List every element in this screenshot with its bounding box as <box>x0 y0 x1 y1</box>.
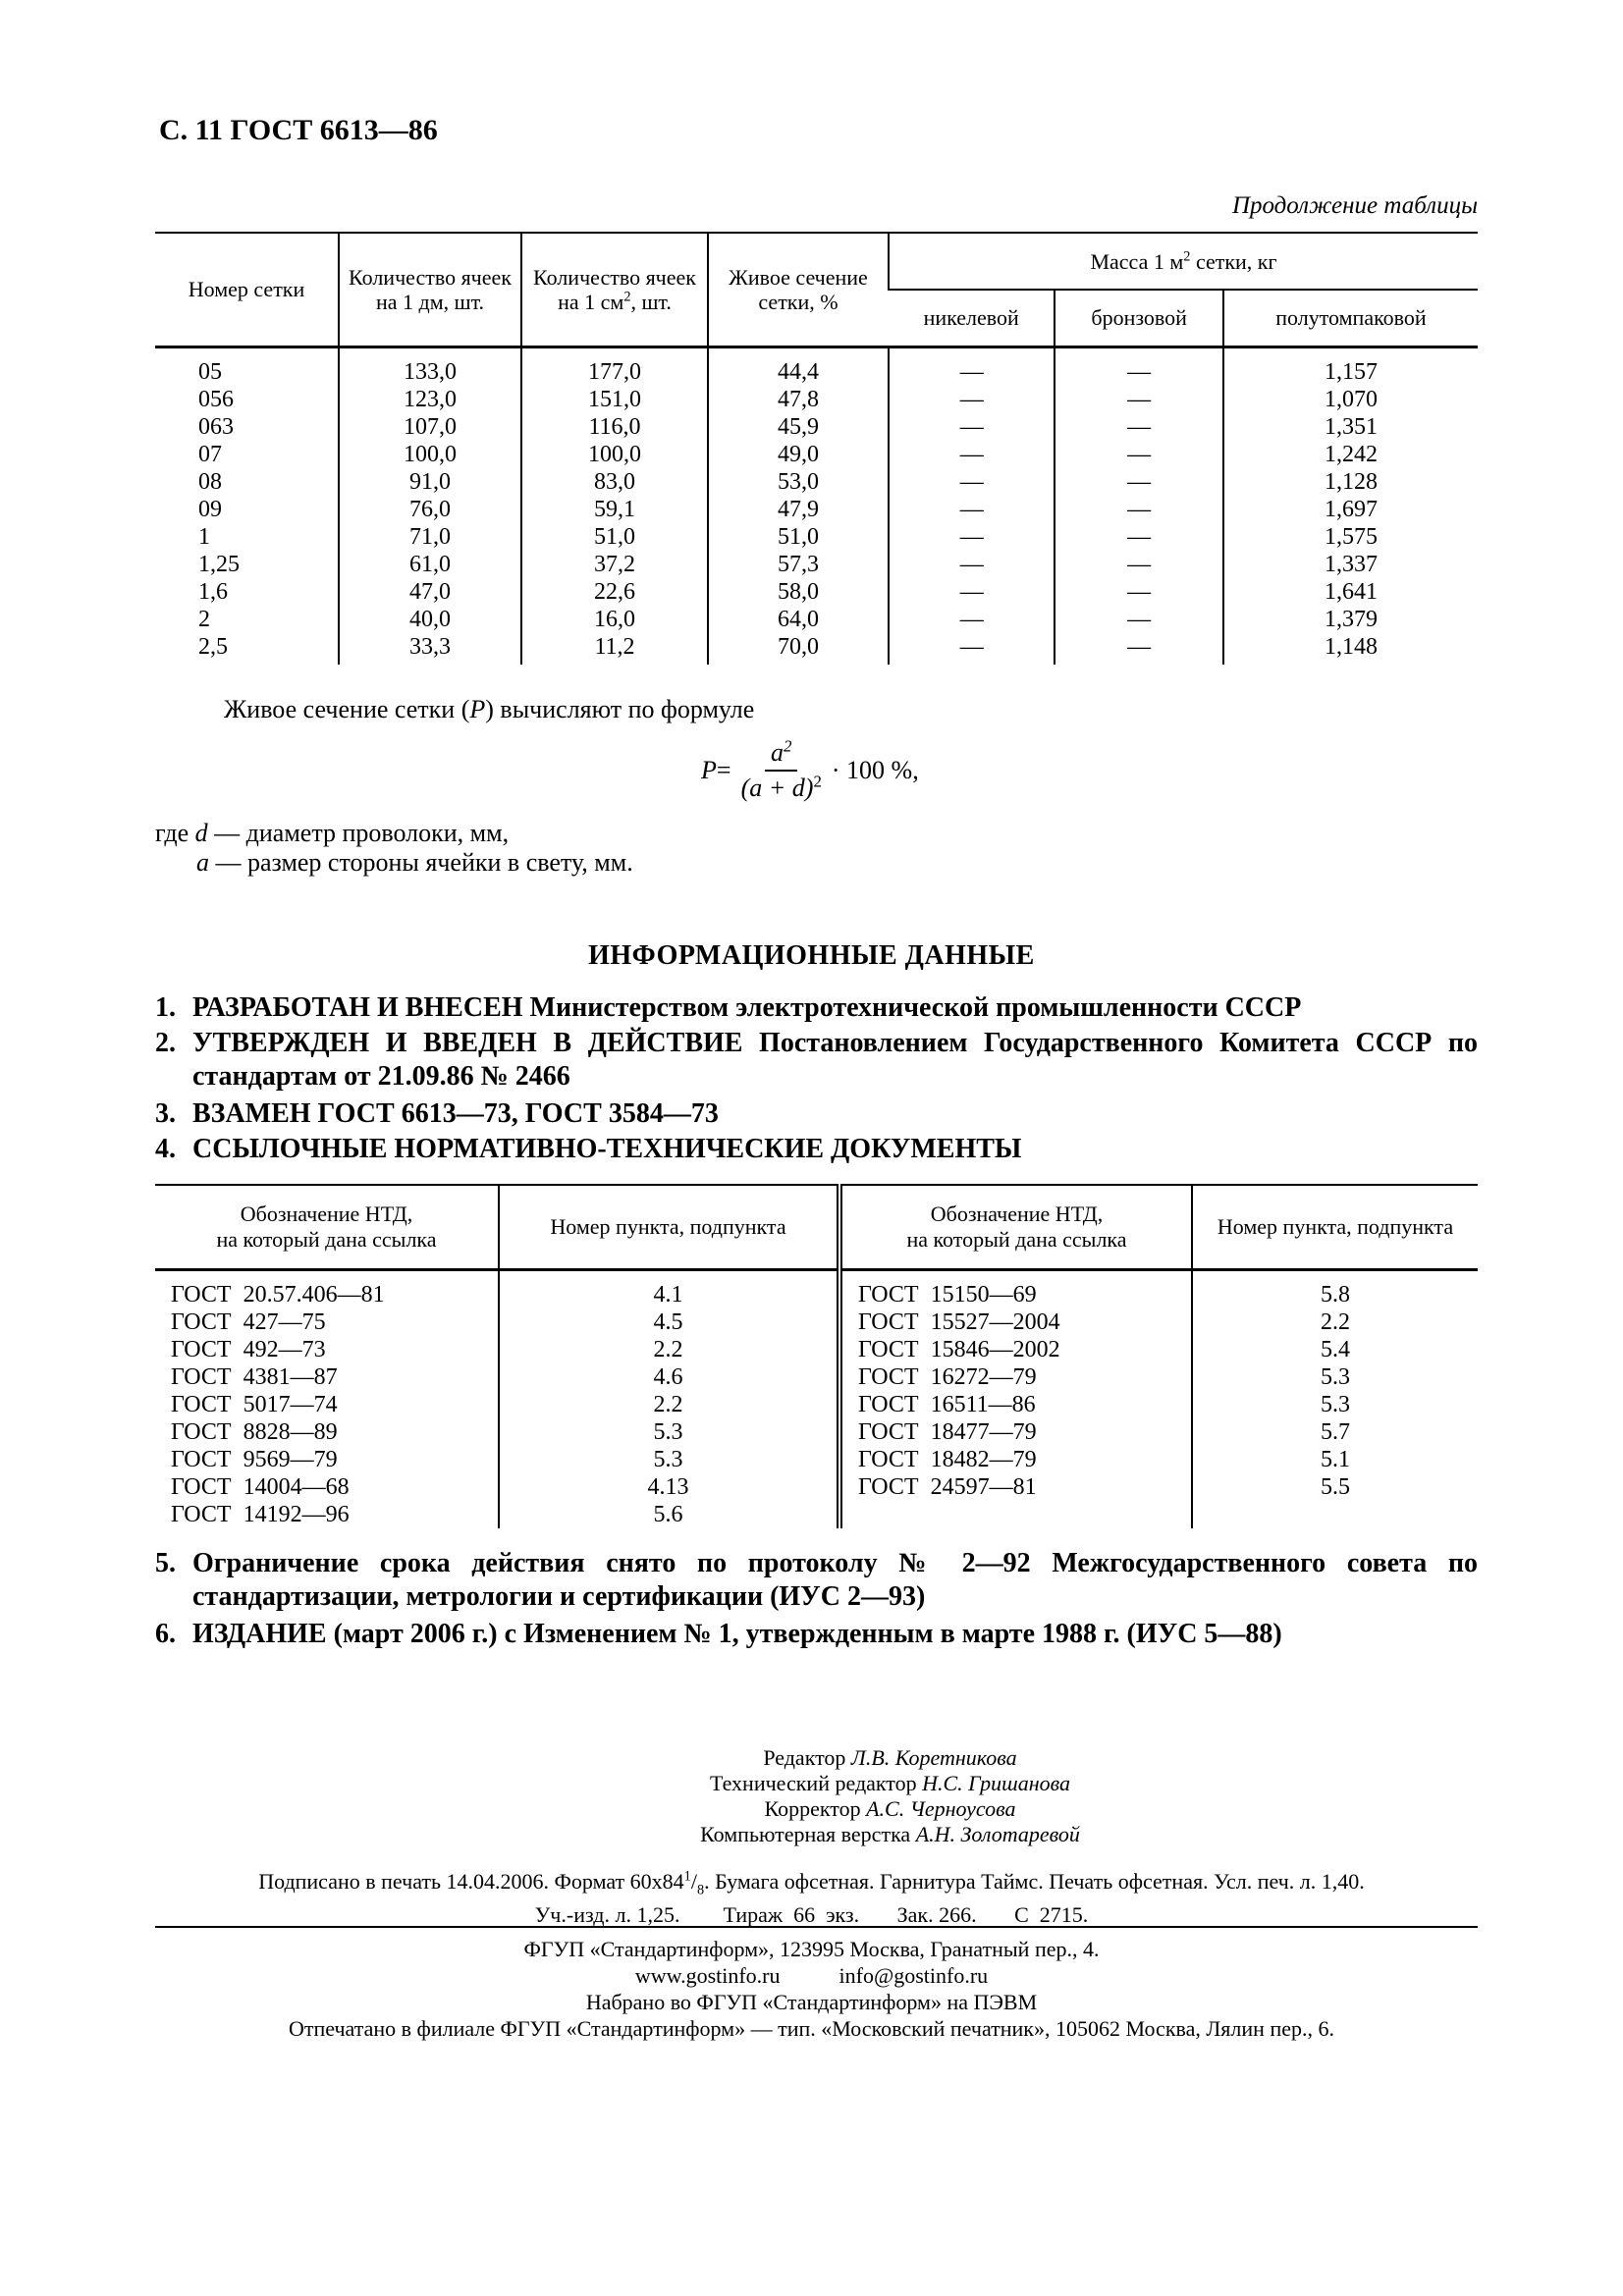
table-cell: 1,25 <box>198 551 240 577</box>
table-cell: — <box>1055 413 1223 441</box>
table-cell: 61,0 <box>339 551 521 578</box>
table-cell: 49,0 <box>708 441 889 468</box>
table-cell: — <box>1055 468 1223 496</box>
table-cell: 71,0 <box>339 523 521 551</box>
table-cell: — <box>889 386 1055 413</box>
table-cell: 47,9 <box>708 496 889 523</box>
credit-editor: Редактор Л.В. Коретникова <box>763 1745 1017 1770</box>
table-cell: 4.13 <box>499 1473 839 1501</box>
table-row <box>155 578 1478 606</box>
publisher-printed: Отпечатано в филиале ФГУП «Стандартинформ» — тип. «Московский печатник», 105062 Москва, Лялин пер., 6. <box>289 2016 1334 2041</box>
table-cell: — <box>1055 551 1223 578</box>
mesh-table <box>155 232 1478 665</box>
table-cell: ГОСТ 4381—87 <box>171 1364 338 1390</box>
table-cell: — <box>889 606 1055 633</box>
ref-col-designation-left: Обозначение НТД, на который дана ссылка <box>155 1185 499 1270</box>
table-cell: 123,0 <box>339 386 521 413</box>
table-cell: 51,0 <box>708 523 889 551</box>
info-item-1: 1. РАЗРАБОТАН И ВНЕСЕН Министерством электротехнической промышленности СССР <box>155 992 1302 1023</box>
publisher-address: ФГУП «Стандартинформ», 123995 Москва, Гранатный пер., 4. <box>523 1937 1100 1961</box>
table-cell: — <box>1055 496 1223 523</box>
col-semitombac: полутомпаковой <box>1223 290 1478 347</box>
publisher-info <box>0 1936 1623 2042</box>
table-row <box>155 633 1478 665</box>
table-cell: — <box>1055 606 1223 633</box>
table-cell: 133,0 <box>339 347 521 386</box>
table-cell: 64,0 <box>708 606 889 633</box>
page-header: С. 11 ГОСТ 6613—86 <box>159 114 438 146</box>
table-cell: — <box>889 468 1055 496</box>
table-row <box>155 1418 1478 1446</box>
formula-rhs: · 100 %, <box>831 756 919 784</box>
table-cell: ГОСТ 8828—89 <box>171 1419 338 1445</box>
table-cell: 22,6 <box>521 578 708 606</box>
table-cell: ГОСТ 16511—86 <box>839 1391 1192 1418</box>
table-cell: 1 <box>198 523 210 550</box>
table-cell: ГОСТ 18482—79 <box>839 1446 1192 1473</box>
col-open-area: Живое сечение сетки, % <box>708 233 889 347</box>
ref-col-designation-right: Обозначение НТД, на который дана ссылка <box>839 1185 1192 1270</box>
ref-col-clause-right: Номер пункта, подпункта <box>1192 1185 1478 1270</box>
info-item-3: 3. ВЗАМЕН ГОСТ 6613—73, ГОСТ 3584—73 <box>155 1098 719 1129</box>
table-cell: 5.3 <box>1192 1391 1478 1418</box>
table-cell: 063 <box>198 413 234 440</box>
col-mass-group: Масса 1 $м^2$ сетки, кг <box>889 233 1478 290</box>
table-cell: 5.3 <box>499 1446 839 1473</box>
publisher-contacts <box>0 1962 1623 1989</box>
table-cell: ГОСТ 16272—79 <box>839 1363 1192 1391</box>
col-cells-per-dm: Количество ячеек на 1 дм, шт. <box>339 233 521 347</box>
table-cell: 1,6 <box>198 578 228 605</box>
info-item-2: 2. УТВЕРЖДЕН И ВВЕДЕН В ДЕЙСТВИЕ Постановлением Государственного Комитета СССР по стандартам от 21.09.86 № 2466 <box>155 1028 1478 1092</box>
table-cell: 16,0 <box>521 606 708 633</box>
credits <box>0 1745 1623 1847</box>
table-cell: — <box>889 578 1055 606</box>
formula: P = $\frac{a^2}{(a + d)^2}$ · 100 %, <box>701 736 919 802</box>
table-cell: ГОСТ 492—73 <box>171 1337 326 1362</box>
table-cell: — <box>889 496 1055 523</box>
info-title: ИНФОРМАЦИОННЫЕ ДАННЫЕ <box>588 940 1035 971</box>
table-row <box>155 1270 1478 1309</box>
print-line-2: Уч.-изд. л. 1,25. Тираж 66 экз. Зак. 266. С 2715. <box>534 1902 1089 1928</box>
ref-col-clause-left: Номер пункта, подпункта <box>499 1185 839 1270</box>
formula-where-d: где d — диаметр проволоки, мм, <box>155 819 510 847</box>
col-cells-per-cm2: Количество ячеек на 1 $см^2$, шт. <box>521 233 708 347</box>
table-cell: 2.2 <box>1192 1308 1478 1336</box>
table-row <box>155 523 1478 551</box>
table-cell: ГОСТ 15846—2002 <box>839 1336 1192 1363</box>
table-cell: 100,0 <box>339 441 521 468</box>
table-cell: 1,128 <box>1223 468 1478 496</box>
table-cell: — <box>1055 386 1223 413</box>
table-cell: — <box>889 413 1055 441</box>
table-cell: 11,2 <box>521 633 708 665</box>
table-cell: 4.1 <box>499 1270 839 1309</box>
publisher-typeset: Набрано во ФГУП «Стандартинформ» на ПЭВМ <box>585 1990 1038 2014</box>
print-info <box>0 1869 1623 1928</box>
table-cell: — <box>889 347 1055 386</box>
table-cell: 5.4 <box>1192 1336 1478 1363</box>
table-cell: 2,5 <box>198 633 228 660</box>
table-row <box>155 1391 1478 1418</box>
table-cell: 70,0 <box>708 633 889 665</box>
table-cell: ГОСТ 20.57.406—81 <box>171 1282 385 1308</box>
table-cell: 5.8 <box>1192 1270 1478 1309</box>
table-row <box>155 1501 1478 1528</box>
table-cell <box>1192 1501 1478 1528</box>
table-cell: 1,351 <box>1223 413 1478 441</box>
continuation-caption: Продолжение таблицы <box>1231 192 1478 219</box>
table-cell <box>839 1501 1192 1528</box>
table-cell: — <box>1055 633 1223 665</box>
table-cell: 08 <box>198 468 222 495</box>
formula-where-a: a — размер стороны ячейки в свету, мм. <box>196 848 633 877</box>
table-row <box>155 1336 1478 1363</box>
table-cell: 45,9 <box>708 413 889 441</box>
table-cell: 100,0 <box>521 441 708 468</box>
table-cell: ГОСТ 18477—79 <box>839 1418 1192 1446</box>
table-cell: 44,4 <box>708 347 889 386</box>
credit-tech-editor: Технический редактор Н.С. Гришанова <box>709 1771 1071 1795</box>
credit-corrector: Корректор А.С. Черноусова <box>764 1796 1016 1821</box>
table-cell: 57,3 <box>708 551 889 578</box>
publisher-web[interactable]: www.gostinfo.ru <box>634 1963 781 1988</box>
table-cell: 09 <box>198 496 222 522</box>
table-cell: 151,0 <box>521 386 708 413</box>
table-row <box>155 606 1478 633</box>
table-cell: — <box>889 633 1055 665</box>
col-nickel: никелевой <box>889 290 1055 347</box>
col-mesh-number: Номер сетки <box>155 233 339 347</box>
table-cell: 1,379 <box>1223 606 1478 633</box>
info-item-4: 4. ССЫЛОЧНЫЕ НОРМАТИВНО-ТЕХНИЧЕСКИЕ ДОКУМЕНТЫ <box>155 1134 1022 1164</box>
table-row <box>155 1308 1478 1336</box>
table-cell: ГОСТ 14004—68 <box>171 1474 350 1500</box>
table-cell: 1,337 <box>1223 551 1478 578</box>
reference-table-body <box>155 1270 1478 1529</box>
table-cell: 58,0 <box>708 578 889 606</box>
table-cell: 107,0 <box>339 413 521 441</box>
formula-lhs: P <box>701 756 717 784</box>
table-cell: 5.6 <box>499 1501 839 1528</box>
table-cell: 5.3 <box>499 1418 839 1446</box>
table-cell: 1,697 <box>1223 496 1478 523</box>
table-row <box>155 413 1478 441</box>
table-cell: 47,0 <box>339 578 521 606</box>
table-cell: — <box>1055 441 1223 468</box>
table-cell: 177,0 <box>521 347 708 386</box>
table-cell: 40,0 <box>339 606 521 633</box>
table-cell: 4.6 <box>499 1363 839 1391</box>
table-cell: ГОСТ 427—75 <box>171 1309 326 1335</box>
table-cell: 53,0 <box>708 468 889 496</box>
table-cell: ГОСТ 15150—69 <box>839 1270 1192 1309</box>
table-cell: 83,0 <box>521 468 708 496</box>
table-cell: 1,575 <box>1223 523 1478 551</box>
table-cell: 51,0 <box>521 523 708 551</box>
table-cell: 05 <box>198 358 222 385</box>
table-row <box>155 468 1478 496</box>
print-line-1: Подписано в печать 14.04.2006. Формат $60x84^1/_8$. Бумага офсетная. Гарнитура Таймс. Печать офсетная. Усл. печ. л. 1,40. <box>258 1868 1365 1898</box>
table-cell: — <box>1055 578 1223 606</box>
table-row <box>155 496 1478 523</box>
table-cell: 47,8 <box>708 386 889 413</box>
table-cell: 5.7 <box>1192 1418 1478 1446</box>
table-cell: ГОСТ 9569—79 <box>171 1447 338 1472</box>
table-cell: ГОСТ 15527—2004 <box>839 1308 1192 1336</box>
table-cell: 76,0 <box>339 496 521 523</box>
reference-table <box>155 1184 1478 1528</box>
table-cell: 91,0 <box>339 468 521 496</box>
publisher-email[interactable]: info@gostinfo.ru <box>839 1963 989 1988</box>
table-cell: 1,070 <box>1223 386 1478 413</box>
table-cell: 37,2 <box>521 551 708 578</box>
col-bronze: бронзовой <box>1055 290 1223 347</box>
info-item-6: 6. ИЗДАНИЕ (март 2006 г.) с Изменением № 1, утвержденным в марте 1988 г. (ИУС 5—88) <box>155 1619 1282 1649</box>
formula-fraction: $\frac{a^2}{(a + d)^2}$ <box>740 736 822 802</box>
table-cell: 5.1 <box>1192 1446 1478 1473</box>
table-cell: 2.2 <box>499 1391 839 1418</box>
info-item-5: 5. Ограничение срока действия снято по протоколу № 2—92 Межгосударственного совета по стандартизации, метрологии и сертификации (ИУС 2—93) <box>155 1548 1478 1612</box>
table-row <box>155 386 1478 413</box>
table-cell: — <box>1055 523 1223 551</box>
table-row <box>155 1446 1478 1473</box>
table-cell: — <box>889 523 1055 551</box>
table-cell: 116,0 <box>521 413 708 441</box>
print-divider <box>155 1926 1478 1928</box>
table-cell: — <box>889 551 1055 578</box>
table-cell: 5.3 <box>1192 1363 1478 1391</box>
table-cell: 59,1 <box>521 496 708 523</box>
table-cell: — <box>889 441 1055 468</box>
table-cell: 1,157 <box>1223 347 1478 386</box>
table-row <box>155 441 1478 468</box>
table-cell: 5.5 <box>1192 1473 1478 1501</box>
table-cell: 4.5 <box>499 1308 839 1336</box>
table-cell: ГОСТ 14192—96 <box>171 1502 350 1527</box>
table-row <box>155 551 1478 578</box>
table-row <box>155 1363 1478 1391</box>
table-cell: 33,3 <box>339 633 521 665</box>
table-cell: 056 <box>198 386 234 412</box>
table-cell: 1,641 <box>1223 578 1478 606</box>
mesh-table-body <box>155 347 1478 665</box>
table-cell: 1,148 <box>1223 633 1478 665</box>
table-cell: ГОСТ 5017—74 <box>171 1392 338 1417</box>
table-row <box>155 1473 1478 1501</box>
credit-layout: Компьютерная верстка А.Н. Золотаревой <box>700 1822 1080 1846</box>
table-cell: 2.2 <box>499 1336 839 1363</box>
formula-intro: Живое сечение сетки (P) вычисляют по формуле <box>224 695 755 723</box>
table-cell: — <box>1055 347 1223 386</box>
table-row <box>155 347 1478 386</box>
table-cell: 2 <box>198 606 210 632</box>
table-cell: ГОСТ 24597—81 <box>839 1473 1192 1501</box>
table-cell: 1,242 <box>1223 441 1478 468</box>
table-cell: 07 <box>198 441 222 467</box>
